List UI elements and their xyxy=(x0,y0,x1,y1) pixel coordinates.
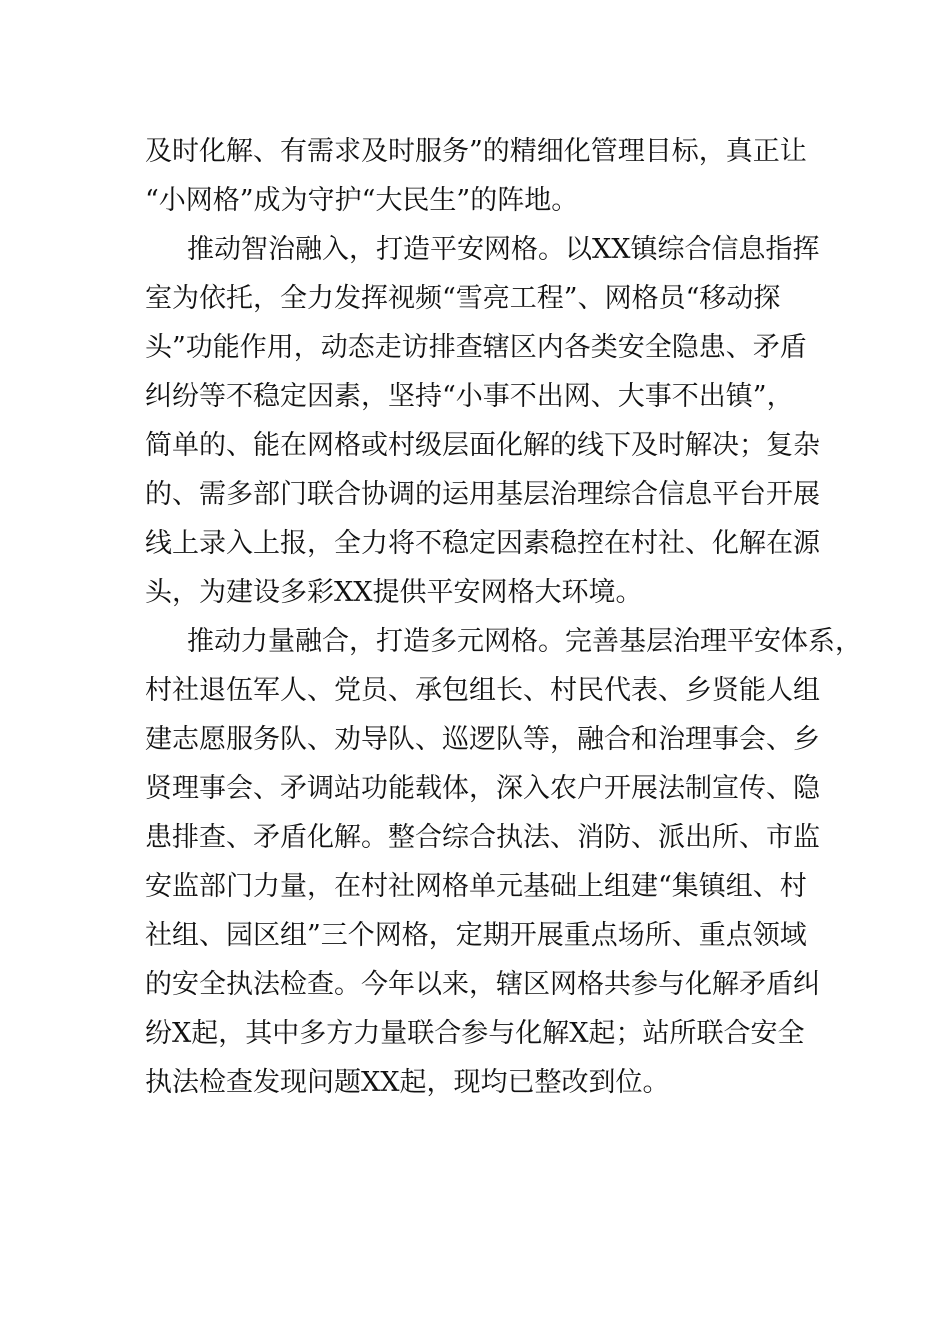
text-line-content: 室为依托，全力发挥视频“雪亮工程”、网格员“移动探 xyxy=(145,283,781,314)
text-line-content: 简单的、能在网格或村级层面化解的线下及时解决；复杂 xyxy=(145,430,820,461)
text-line-content: “小网格”成为守护“大民生”的阵地。 xyxy=(145,185,579,216)
text-line-content: 患排查、矛盾化解。整合综合执法、消防、派出所、市监 xyxy=(145,822,820,853)
text-line-content: 社组、园区组”三个网格，定期开展重点场所、重点领域 xyxy=(145,920,807,951)
text-line-content: 纠纷等不稳定因素，坚持“小事不出网、大事不出镇”， xyxy=(145,381,794,412)
text-line-content: 的安全执法检查。今年以来，辖区网格共参与化解矛盾纠 xyxy=(145,969,820,1000)
text-line-content: 及时化解、有需求及时服务”的精细化管理目标，真正让 xyxy=(145,136,807,167)
text-line-content: 的、需多部门联合协调的运用基层治理综合信息平台开展 xyxy=(145,479,820,510)
text-line-content: 推动智治融入，打造平安网格。以XX镇综合信息指挥 xyxy=(187,234,820,265)
text-line-content: 推动力量融合，打造多元网格。完善基层治理平安体系， xyxy=(187,626,862,657)
text-line-content: 贤理事会、矛调站功能载体，深入农户开展法制宣传、隐 xyxy=(145,773,820,804)
text-line-content: 村社退伍军人、党员、承包组长、村民代表、乡贤能人组 xyxy=(145,675,820,706)
text-line-content: 线上录入上报，全力将不稳定因素稳控在村社、化解在源 xyxy=(145,528,820,559)
text-line-content: 安监部门力量，在村社网格单元基础上组建“集镇组、村 xyxy=(145,871,807,902)
text-line-content: 建志愿服务队、劝导队、巡逻队等，融合和治理事会、乡 xyxy=(145,724,820,755)
text-line-content: 头，为建设多彩XX提供平安网格大环境。 xyxy=(145,577,643,608)
text-line-content: 头”功能作用，动态走访排查辖区内各类安全隐患、矛盾 xyxy=(145,332,807,363)
text-line-content: 纷X起，其中多方力量联合参与化解X起；站所联合安全 xyxy=(145,1018,805,1049)
text-line-content: 执法检查发现问题XX起，现均已整改到位。 xyxy=(145,1067,670,1098)
